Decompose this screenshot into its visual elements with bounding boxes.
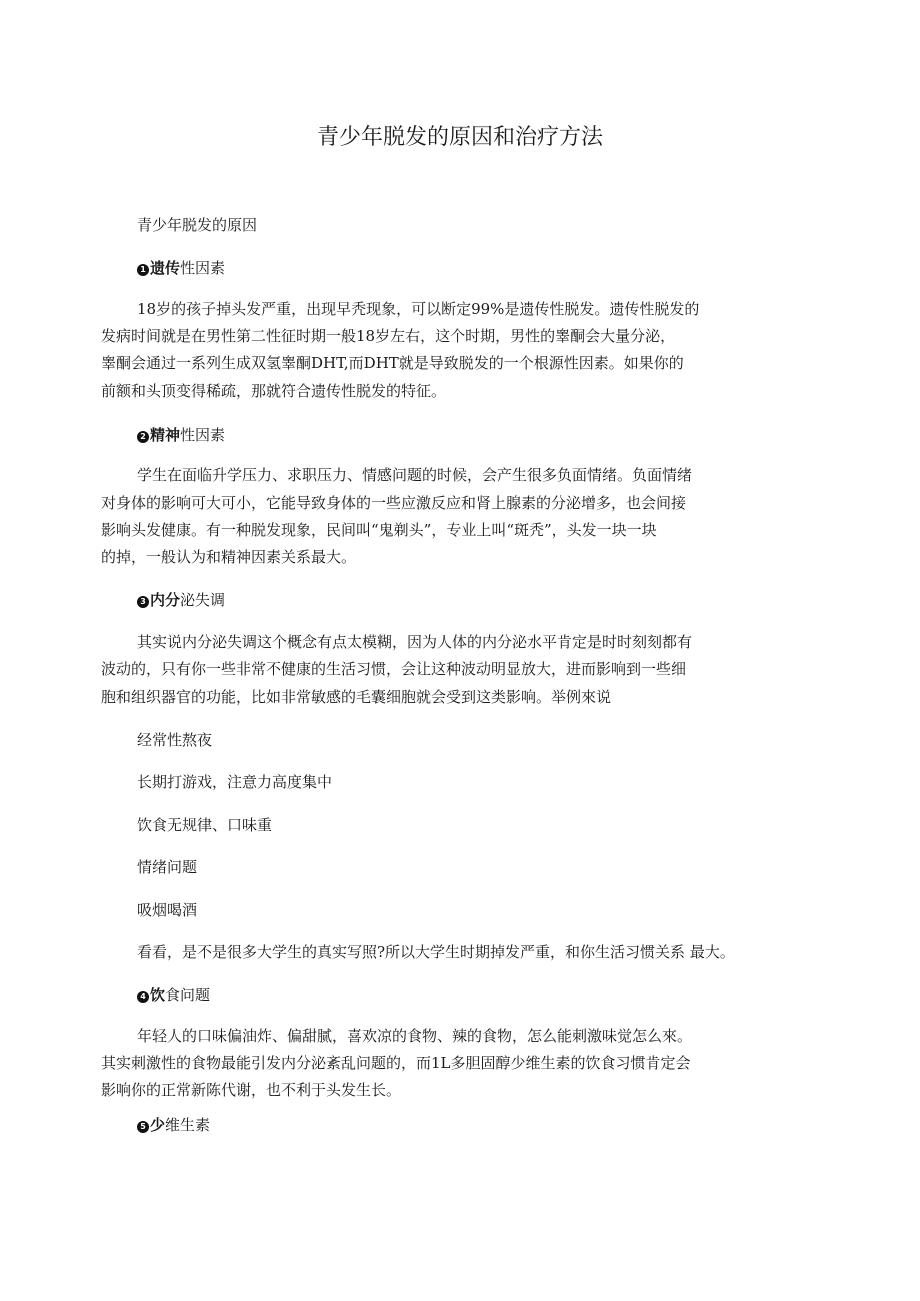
paragraph-line: 其实刺激性的食物最能引发内分泌紊乱问题的，而1L多胆固醇少维生素的饮食习惯肯定会	[101, 1054, 691, 1072]
section-title: 青少年脱发的原因	[137, 216, 258, 234]
summary-line: 看看，是不是很多大学生的真实写照?所以大学生时期掉发严重，和你生活习惯关系 最大。	[137, 943, 735, 961]
paragraph-line: 胞和组织器官的功能，比如非常敏感的毛囊细胞就会受到这类影响。举例來说	[101, 688, 612, 706]
paragraph-line: 影响头发健康。有一种脱发现象，民间叫“鬼剃头”，专业上叫“斑秃”，头发一块一块	[101, 521, 657, 539]
paragraph-line: 的掉，一般认为和精神因素关系最大。	[101, 548, 357, 566]
document-title: 青少年脱发的原因和治疗方法	[316, 125, 603, 150]
heading-bold: 内分	[150, 591, 181, 609]
paragraph-line: 发病时间就是在男性第二性征时期一般18岁左右，这个时期，男性的睾酮会大量分泌，	[101, 327, 676, 345]
paragraph-line: 学生在面临升学压力、求职压力、情感问题的时候，会产生很多负面情绪。负面情绪	[137, 466, 693, 484]
paragraph-line: 前额和头顶变得稀疏，那就符合遗传性脱发的特征。	[101, 382, 447, 400]
heading-rest: 泌失调	[180, 591, 226, 609]
paragraph-line: 对身体的影响可大可小，它能导致身体的一些应激反应和肾上腺素的分泌增多，也会间接	[101, 494, 687, 512]
heading-bold: 少	[150, 1116, 166, 1134]
paragraph-line: 睾酮会通过一系列生成双氢睾酮DHT,而DHT就是导致脱发的一个根源性因素。如果你的	[101, 354, 684, 372]
number-2-icon: 2	[137, 431, 149, 443]
paragraph-line: 其实说内分泌失调这个概念有点太模糊，因为人体的内分泌水平肯定是时时刻刻都有	[137, 633, 693, 651]
section-heading-5	[137, 1115, 210, 1135]
section-heading-4	[137, 985, 210, 1005]
number-4-icon: 4	[137, 991, 149, 1003]
section-heading-3	[137, 590, 225, 610]
heading-bold: 饮	[150, 986, 166, 1004]
paragraph-line: 影响你的正常新陈代谢，也不利于头发生长。	[101, 1081, 402, 1099]
list-item: 饮食无规律、口味重	[137, 816, 273, 834]
heading-rest: 食问题	[165, 986, 211, 1004]
heading-bold: 精神	[150, 426, 181, 444]
section-heading-1	[137, 258, 225, 278]
list-item: 吸烟喝酒	[137, 901, 198, 919]
section-heading-2	[137, 425, 225, 445]
heading-rest: 性因素	[180, 426, 226, 444]
list-item: 情绪问题	[137, 858, 198, 876]
list-item: 经常性熬夜	[137, 731, 213, 749]
paragraph-line: 波动的，只有你一些非常不健康的生活习惯，会让这种波动明显放大，进而影响到一些细	[101, 660, 687, 678]
heading-bold: 遗传	[150, 259, 181, 277]
heading-rest: 性因素	[180, 259, 226, 277]
paragraph-line: 年轻人的口味偏油炸、偏甜腻，喜欢凉的食物、辣的食物，怎么能刺激味觉怎么來。	[137, 1027, 693, 1045]
number-1-icon: 1	[137, 264, 149, 276]
number-5-icon: 5	[137, 1121, 149, 1133]
list-item: 长期打游戏，注意力高度集中	[137, 773, 333, 791]
paragraph-line: 18岁的孩子掉头发严重，出现早秃现象，可以断定99%是遗传性脱发。遗传性脱发的	[137, 300, 700, 318]
heading-rest: 维生素	[165, 1116, 211, 1134]
number-3-icon: 3	[137, 596, 149, 608]
